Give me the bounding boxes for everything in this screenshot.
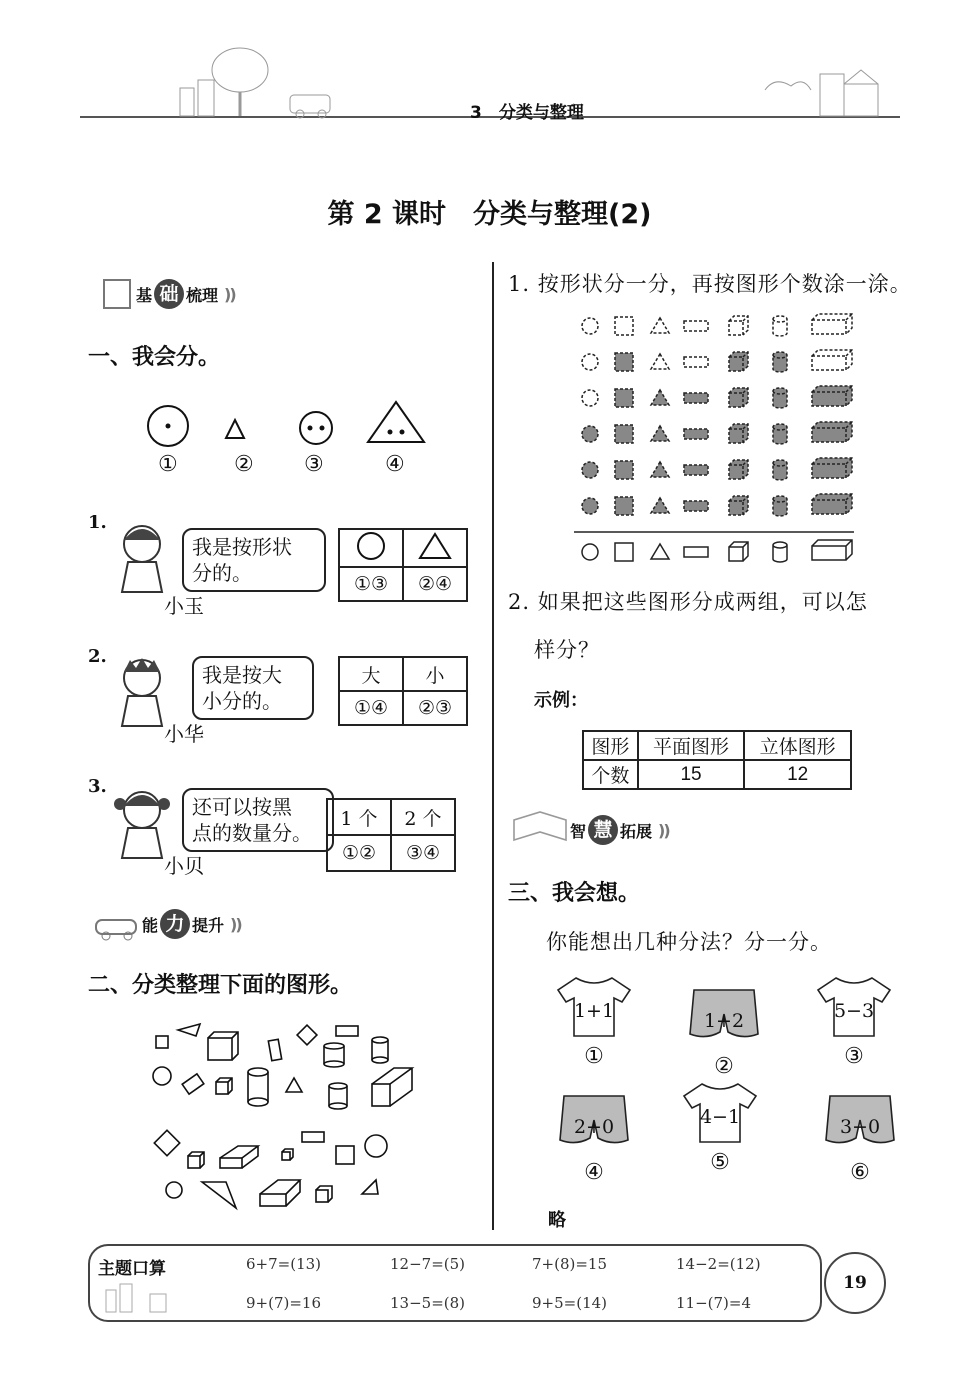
shape-count-chart — [574, 310, 864, 570]
grid-square-cell-5 — [615, 461, 633, 479]
item3-cell-2: ③④ — [391, 835, 455, 871]
grid-cube-base-icon — [729, 542, 748, 561]
grid-circle-cell-2 — [582, 354, 598, 370]
grid-cylinder-base-icon — [773, 542, 787, 562]
shape-3-circle — [300, 412, 332, 444]
item3-name: 小贝 — [164, 854, 204, 878]
grid-circle-cell-4 — [582, 426, 598, 442]
grid-cube-cell-2 — [729, 352, 748, 371]
grid-circle-cell-5 — [582, 462, 598, 478]
calc-r2-1: 9+(7)=16 — [246, 1294, 322, 1312]
q1-text: 1. 按形状分一分，再按图形个数涂一涂。 — [508, 272, 912, 296]
grid-cuboid-cell-3 — [812, 386, 852, 406]
girl-xiaobei-illustration — [108, 784, 178, 860]
clothing-expression-6: 3−0 — [839, 1116, 881, 1138]
grid-square-cell-6 — [615, 497, 633, 515]
badge-ability-car-icon — [92, 906, 142, 942]
lesson-title: 第 2 课时 分类与整理(2) — [327, 199, 652, 230]
section3-question: 你能想出几种分法？分一分。 — [546, 930, 832, 954]
clothing-expression-5: 4−1 — [699, 1106, 741, 1128]
page-number: 19 — [824, 1252, 886, 1314]
clothing-item-5 — [682, 1080, 758, 1175]
grid-cube-cell-4 — [729, 424, 748, 443]
calc-r1-2: 12−7=(5) — [390, 1255, 466, 1273]
calc-r1-3: 7+(8)=15 — [532, 1255, 608, 1273]
clothing-item-1 — [556, 974, 632, 1069]
item3-table — [326, 798, 456, 872]
calc-r1-4: 14−2=(12) — [676, 1255, 761, 1273]
grid-triangle-cell-5 — [651, 462, 669, 477]
sample-solid-count: 12 — [744, 760, 851, 789]
label-3: ③ — [304, 452, 324, 477]
clothing-expression-3: 5−3 — [833, 1000, 875, 1022]
grid-cylinder-cell-2 — [773, 352, 787, 372]
grid-cube-cell-3 — [729, 388, 748, 407]
scattered-shapes — [140, 1016, 430, 1226]
item1-name: 小玉 — [164, 594, 204, 618]
grid-rectangle-cell-6 — [684, 501, 708, 511]
grid-cylinder-cell-5 — [773, 460, 787, 480]
boy-xiaohua-illustration — [108, 652, 178, 728]
badge-wisdom — [510, 810, 669, 850]
calc-r2-3: 9+5=(14) — [532, 1294, 608, 1312]
item2-head-1: 大 — [339, 657, 403, 691]
grid-rectangle-cell-5 — [684, 465, 708, 475]
grid-triangle-cell-6 — [651, 498, 669, 513]
grid-cylinder-cell-3 — [773, 388, 787, 408]
header-city-illustration — [170, 40, 370, 120]
item1-head-1 — [339, 529, 403, 567]
clothing-label-2: ② — [714, 1054, 734, 1079]
grid-cube-cell-1 — [729, 316, 748, 335]
shape-2-triangle — [226, 420, 244, 438]
footer-city-illustration — [96, 1276, 192, 1314]
calc-r1-1: 6+7=(13) — [246, 1255, 322, 1273]
grid-cuboid-cell-5 — [812, 458, 852, 478]
item2-number: 2. — [88, 646, 107, 667]
item1-speech-bubble — [182, 528, 326, 592]
grid-cuboid-cell-4 — [812, 422, 852, 442]
section3-title: 三、我会想。 — [508, 881, 641, 906]
grid-cuboid-base-icon — [812, 540, 852, 560]
clothing-item-6 — [822, 1090, 898, 1185]
grid-cube-cell-6 — [729, 496, 748, 515]
grid-square-base-icon — [615, 543, 633, 561]
q2-text-line1: 2. 如果把这些图形分成两组，可以怎 — [508, 590, 868, 614]
grid-rectangle-cell-1 — [684, 321, 708, 331]
girl-xiaoyu-illustration — [108, 518, 178, 594]
item3-cell-1: ①② — [327, 835, 391, 871]
example-label: 示例： — [534, 690, 588, 711]
badge-wisdom-char3: 拓展 — [620, 821, 653, 841]
badge-basic-char2: 础 — [154, 279, 184, 309]
grid-cylinder-cell-6 — [773, 496, 787, 516]
sample-head-3: 立体图形 — [744, 731, 851, 760]
item2-speech-bubble — [192, 656, 314, 720]
badge-wisdom-char1: 智 — [570, 821, 587, 841]
clothing-label-5: ⑤ — [710, 1150, 730, 1175]
item1-cell-2: ②④ — [403, 567, 467, 601]
grid-triangle-cell-2 — [651, 354, 669, 369]
grid-rectangle-cell-2 — [684, 357, 708, 367]
badge-ability-char3: 提升 — [192, 915, 225, 935]
clothing-label-4: ④ — [584, 1160, 604, 1185]
grid-cube-cell-5 — [729, 460, 748, 479]
clothing-item-4 — [556, 1090, 632, 1185]
item2-table — [338, 656, 468, 726]
section3-answer: 略 — [548, 1210, 566, 1231]
section2-title: 二、分类整理下面的图形。 — [88, 973, 353, 998]
item2-cell-2: ②③ — [403, 691, 467, 725]
item1-table — [338, 528, 468, 602]
badge-ability — [92, 906, 241, 942]
grid-circle-cell-6 — [582, 498, 598, 514]
section1-title: 一、我会分。 — [88, 345, 221, 370]
item3-head-2: 2 个 — [391, 799, 455, 835]
grid-cylinder-cell-4 — [773, 424, 787, 444]
label-2: ② — [234, 452, 254, 477]
item1-speech-line2: 分的。 — [192, 561, 252, 585]
clothing-expression-1: 1+1 — [573, 1000, 615, 1022]
item1-number: 1. — [88, 512, 107, 533]
grid-square-cell-3 — [615, 389, 633, 407]
grid-circle-cell-3 — [582, 390, 598, 406]
sample-plane-count: 15 — [638, 760, 745, 789]
badge-ability-char2: 力 — [160, 909, 190, 939]
sample-head-2: 平面图形 — [638, 731, 745, 760]
q2-text-line2: 样分？ — [534, 638, 600, 662]
header-title: 3 分类与整理 — [470, 103, 584, 123]
grid-triangle-cell-4 — [651, 426, 669, 441]
clothing-item-2 — [686, 984, 762, 1079]
grid-triangle-base-icon — [651, 544, 669, 559]
badge-wisdom-deco: )) — [658, 820, 669, 840]
item2-name: 小华 — [164, 722, 204, 746]
badge-basic — [100, 276, 235, 312]
clothing-label-1: ① — [584, 1044, 604, 1069]
label-1: ① — [158, 452, 178, 477]
item2-head-2: 小 — [403, 657, 467, 691]
grid-square-cell-4 — [615, 425, 633, 443]
sample-head-1: 图形 — [583, 731, 638, 760]
clothing-item-3 — [816, 974, 892, 1069]
badge-basic-icon — [100, 276, 136, 312]
grid-square-cell-1 — [615, 317, 633, 335]
item2-speech-line1: 我是按大 — [202, 663, 282, 687]
item3-number: 3. — [88, 776, 107, 797]
grid-cylinder-cell-1 — [773, 316, 787, 336]
badge-ability-char1: 能 — [142, 915, 159, 935]
grid-square-cell-2 — [615, 353, 633, 371]
badge-wisdom-book-icon — [510, 810, 570, 850]
shape-4-triangle — [368, 402, 424, 442]
item1-cell-1: ①③ — [339, 567, 403, 601]
item3-speech-line1: 还可以按黑 — [192, 795, 292, 819]
badge-basic-deco: )) — [224, 284, 235, 304]
section1-shapes — [140, 398, 440, 448]
item1-head-2 — [403, 529, 467, 567]
badge-basic-char3: 梳理 — [186, 285, 219, 305]
label-4: ④ — [385, 452, 405, 477]
header-house-illustration — [760, 60, 890, 120]
item3-speech-bubble — [182, 788, 334, 852]
grid-cuboid-cell-1 — [812, 314, 852, 334]
item3-speech-line2: 点的数量分。 — [192, 821, 312, 845]
badge-wisdom-char2: 慧 — [588, 815, 618, 845]
grid-rectangle-cell-4 — [684, 429, 708, 439]
clothing-label-6: ⑥ — [850, 1160, 870, 1185]
column-divider — [492, 262, 494, 1230]
clothing-label-3: ③ — [844, 1044, 864, 1069]
grid-triangle-cell-3 — [651, 390, 669, 405]
sample-row-label: 个数 — [583, 760, 638, 789]
badge-ability-deco: )) — [230, 914, 241, 934]
badge-basic-char1: 基 — [136, 285, 153, 305]
grid-rectangle-base-icon — [684, 547, 708, 557]
calc-r2-4: 11−(7)=4 — [676, 1294, 752, 1312]
clothing-expression-2: 1+2 — [703, 1010, 745, 1032]
grid-circle-base-icon — [582, 544, 598, 560]
grid-cuboid-cell-2 — [812, 350, 852, 370]
grid-rectangle-cell-3 — [684, 393, 708, 403]
clothing-expression-4: 2+0 — [573, 1116, 615, 1138]
grid-cuboid-cell-6 — [812, 494, 852, 514]
item2-speech-line2: 小分的。 — [202, 689, 282, 713]
sample-answer-table — [582, 730, 852, 790]
item1-speech-line1: 我是按形状 — [192, 535, 292, 559]
item3-head-1: 1 个 — [327, 799, 391, 835]
calc-r2-2: 13−5=(8) — [390, 1294, 466, 1312]
grid-triangle-cell-1 — [651, 318, 669, 333]
grid-circle-cell-1 — [582, 318, 598, 334]
item2-cell-1: ①④ — [339, 691, 403, 725]
footer-label: 主题口算 — [98, 1259, 166, 1279]
